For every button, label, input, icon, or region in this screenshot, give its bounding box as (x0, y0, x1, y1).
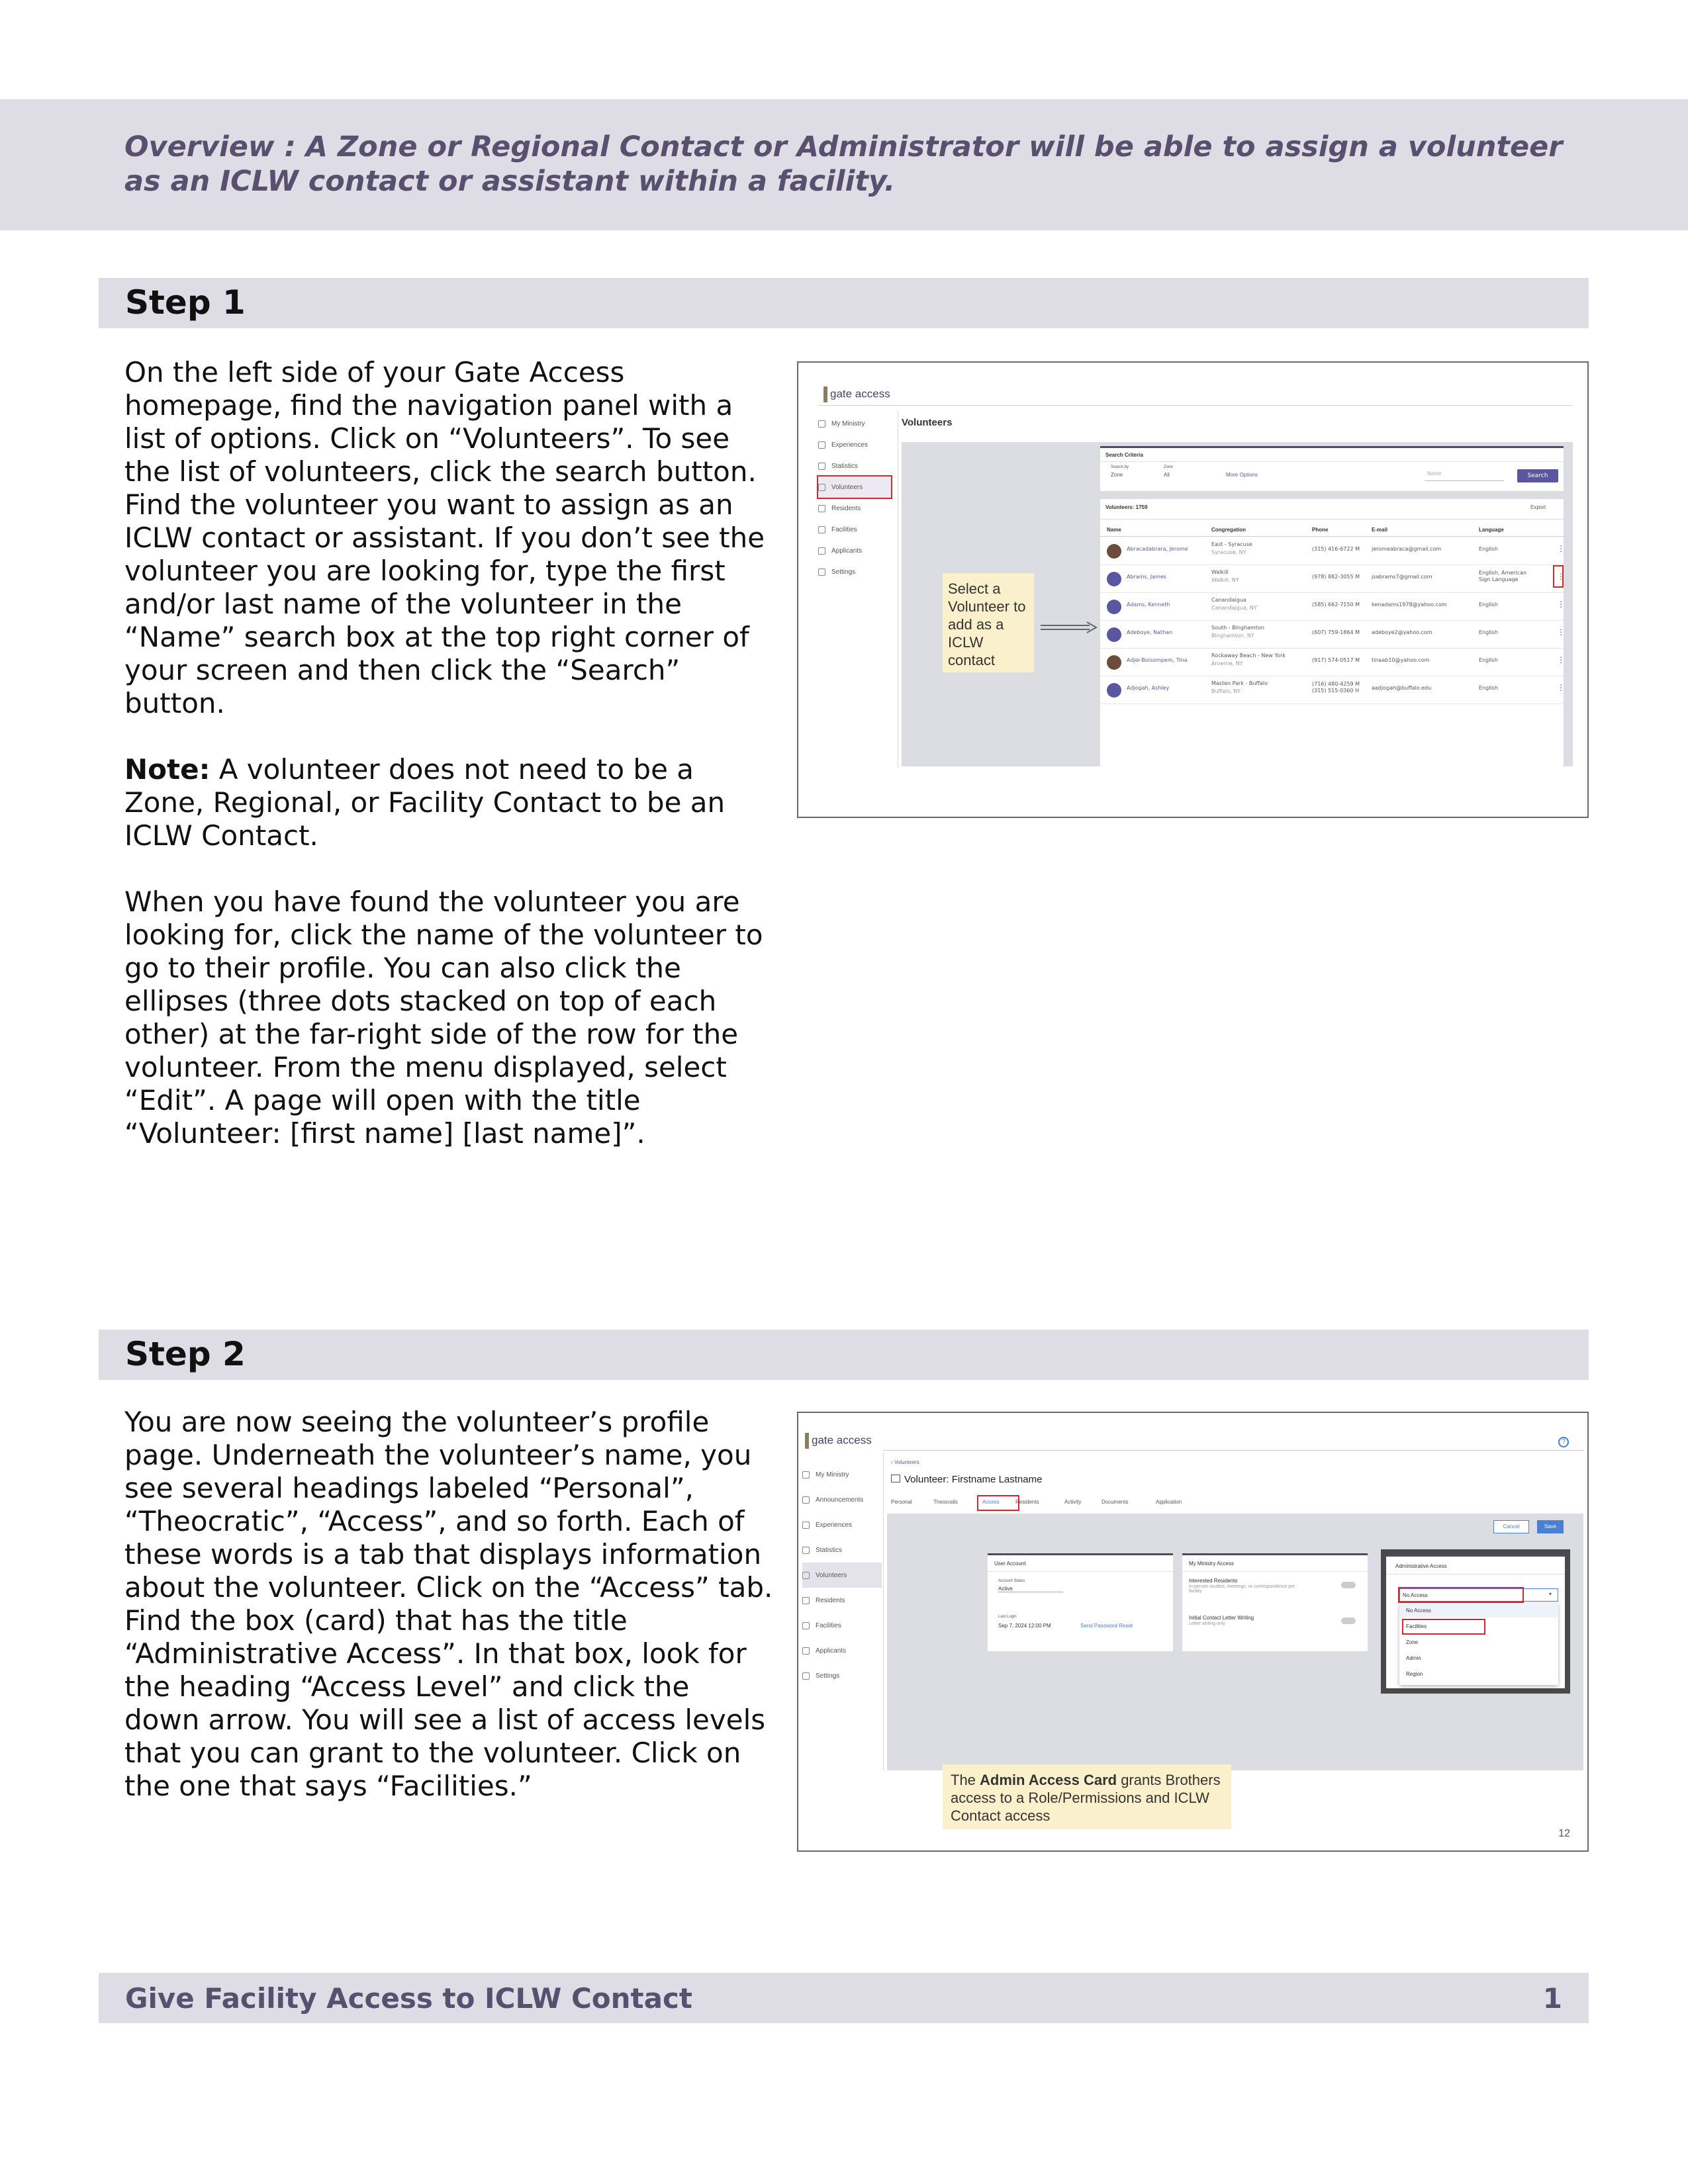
home-icon (818, 420, 825, 428)
table-row[interactable]: Adeboye, Nathan South - Binghamton Binghamton, NY (607) 759-1864 M adeboye2@yahoo.com English ⋮ (1100, 621, 1564, 649)
step1-note (124, 753, 773, 852)
screenshot-page-number: 12 (1558, 1828, 1570, 1839)
footer-title: Give Facility Access to ICLW Contact (125, 1982, 692, 2015)
row-menu-icon: ⋮ (1557, 600, 1565, 609)
avatar (1107, 544, 1121, 559)
dropdown-highlight (1398, 1587, 1524, 1603)
step1-title: Step 1 (125, 283, 246, 322)
interested-residents-desc: In-person studies, meetings, or correspondence per facility (1189, 1584, 1295, 1594)
tab-documents[interactable]: Documents (1102, 1499, 1129, 1505)
col-email: E-mail (1372, 527, 1388, 533)
nav-experiences[interactable]: Experiences (818, 434, 891, 455)
chart-icon (802, 1547, 810, 1554)
overview-body: A Zone or Regional Contact or Administrator will be able to assign a volunteer as an ICLW contact or assistant within a facility. (124, 130, 1563, 198)
table-row[interactable]: Abracadabrara, Jerome East - Syracuse Syracuse, NY (315) 416-6722 M jeromeabraca@gmail.com English ⋮ (1100, 537, 1564, 565)
user-account-title: User Account (994, 1561, 1026, 1567)
initial-letter-label: Initial Contact Letter Writing (1189, 1615, 1254, 1621)
option-region[interactable]: Region (1406, 1671, 1423, 1677)
volunteers-screenshot (797, 361, 1589, 818)
profile-tabs (891, 1499, 1288, 1510)
page-number: 1 (1542, 1982, 1562, 2015)
tab-application[interactable]: Application (1156, 1499, 1182, 1505)
megaphone-icon (802, 1496, 810, 1504)
step1-note-text: A volunteer does not need to be a Zone, Regional, or Facility Contact to be an ICLW Contact. (124, 753, 726, 852)
gear-icon (802, 1672, 810, 1680)
building-icon (818, 526, 825, 533)
footer (99, 1973, 1589, 2023)
nav-settings[interactable]: Settings (818, 561, 891, 582)
col-phone: Phone (1312, 527, 1329, 533)
volunteer-profile-screenshot (797, 1412, 1589, 1852)
nav-my-ministry[interactable]: My Ministry (818, 413, 891, 434)
option-facilities[interactable]: Facilities (1406, 1623, 1427, 1629)
step2-header (99, 1330, 1589, 1380)
avatar (1107, 600, 1121, 614)
nav-panel (818, 413, 891, 582)
nav-applicants[interactable]: Applicants (818, 540, 891, 561)
tab-residents[interactable]: Residents (1015, 1499, 1039, 1505)
volunteer-count: Volunteers: 1759 (1105, 504, 1148, 510)
facilities-highlight (1402, 1619, 1485, 1635)
arrow-right-icon (1039, 621, 1099, 634)
step1-header (99, 278, 1589, 328)
col-language: Language (1479, 527, 1504, 533)
step1-note-label: Note: (124, 753, 211, 786)
nav-my-ministry[interactable]: My Ministry (802, 1462, 882, 1487)
avatar (1107, 655, 1121, 670)
overview-text (124, 130, 1581, 199)
name-search-input[interactable]: Name (1425, 471, 1504, 481)
account-status-label: Account Status (998, 1579, 1025, 1583)
option-admin[interactable]: Admin (1406, 1655, 1421, 1661)
applicants-icon (818, 547, 825, 555)
admin-access-callout: The Admin Access Card grants Brothers access to a Role/Permissions and ICLW Contact access (943, 1764, 1231, 1829)
step1-paragraph3: When you have found the volunteer you are looking for, click the name of the volunteer to go to their profile. You can also click the ellipses (three dots stacked on top of each other) at the far-right side of the row for the volunteer. From the menu displayed, select “Edit”. A page will open with the title “Volunteer: [first name] [last name]”. (124, 886, 763, 1150)
initial-letter-toggle[interactable] (1341, 1617, 1356, 1624)
search-button[interactable]: Search (1517, 469, 1558, 482)
search-criteria-title: Search Criteria (1105, 452, 1143, 458)
interested-residents-label: Interested Residents (1189, 1578, 1238, 1584)
home-icon (802, 1471, 810, 1479)
user-account-card (988, 1553, 1173, 1651)
last-login-value: Sep 7, 2024 12:00 PM (998, 1623, 1051, 1629)
option-zone[interactable]: Zone (1406, 1639, 1419, 1645)
save-button[interactable]: Save (1537, 1520, 1564, 1533)
nav-applicants[interactable]: Applicants (802, 1638, 882, 1663)
step2-paragraph: You are now seeing the volunteer’s profile page. Underneath the volunteer’s name, you see several headings labeled “Personal”, “Theocratic”, “Access”, and so forth. Each of these words is a tab that displays information about the volunteer. Click on the “Access” tab. Find the box (card) that has the title “Administrative Access”. In that box, look for the heading “Access Level” and click the down arrow. You will see a list of access levels that you can grant to the volunteer. Click on the one that says “Facilities.” (124, 1406, 773, 1802)
last-login-label: Last Login (998, 1615, 1017, 1619)
avatar (1107, 572, 1121, 586)
help-icon[interactable]: ? (1558, 1437, 1569, 1447)
nav-volunteers[interactable]: Volunteers (818, 477, 891, 498)
tab-activity[interactable]: Activity (1064, 1499, 1082, 1505)
tab-access[interactable]: Access (982, 1499, 1000, 1505)
ellipsis-highlight (1553, 565, 1564, 588)
more-options-link[interactable]: More Options (1226, 472, 1258, 478)
gate-access-logo: gate access (805, 1433, 872, 1449)
col-congregation: Congregation (1211, 527, 1246, 533)
nav-panel (802, 1462, 882, 1688)
table-row[interactable]: Adjogah, Ashley Masten Park - Buffalo Buffalo, NY (716) 480-4259 M (315) 515-0360 H aadjogah@buffalo.edu English ⋮ (1100, 676, 1564, 704)
volunteers-icon (802, 1572, 810, 1579)
nav-settings[interactable]: Settings (802, 1663, 882, 1688)
experiences-icon (802, 1522, 810, 1529)
nav-residents[interactable]: Residents (802, 1588, 882, 1613)
option-no-access[interactable]: No Access (1399, 1603, 1558, 1617)
table-row[interactable]: Adjei-Boisompem, Tina Rockaway Beach - New York Arverne, NY (917) 574-0517 M tinaab10@yahoo.com English ⋮ (1100, 649, 1564, 676)
gate-access-logo: gate access (823, 387, 890, 402)
search-criteria-card (1100, 446, 1564, 491)
profile-title: Volunteer: Firstname Lastname (891, 1474, 1042, 1485)
volunteers-icon (818, 484, 825, 491)
search-by-select[interactable]: Zone (1111, 472, 1123, 478)
col-name[interactable]: Name (1107, 527, 1121, 533)
page-title: Volunteers (902, 417, 953, 428)
nav-volunteers[interactable]: Volunteers (802, 1563, 882, 1588)
row-menu-icon: ⋮ (1557, 683, 1565, 692)
admin-access-title: Administrative Access (1395, 1563, 1447, 1569)
row-menu-icon: ⋮ (1557, 544, 1565, 553)
ministry-access-title: My Ministry Access (1189, 1561, 1235, 1567)
avatar (1107, 683, 1121, 698)
applicants-icon (802, 1647, 810, 1655)
experiences-icon (818, 441, 825, 449)
row-menu-icon: ⋮ (1557, 655, 1565, 664)
tab-theocratic[interactable]: Theocratic (933, 1499, 959, 1505)
residents-icon (802, 1597, 810, 1604)
nav-facilities[interactable]: Facilities (818, 519, 891, 540)
send-password-reset-link[interactable]: Send Password Reset (1080, 1623, 1133, 1629)
id-card-icon (891, 1475, 900, 1482)
avatar (1107, 627, 1121, 642)
overview-label: Overview : (124, 130, 296, 163)
initial-letter-desc: Letter writing only (1189, 1621, 1225, 1626)
search-by-label: Search by (1111, 465, 1129, 469)
access-level-options (1399, 1603, 1558, 1685)
row-menu-icon: ⋮ (1557, 627, 1565, 637)
gear-icon (818, 569, 825, 576)
nav-facilities[interactable]: Facilities (802, 1613, 882, 1638)
volunteers-table (1100, 499, 1564, 766)
zone-label: Zone (1164, 465, 1173, 469)
building-icon (802, 1622, 810, 1629)
nav-residents[interactable]: Residents (818, 498, 891, 519)
access-level-select[interactable]: No Access (1399, 1588, 1558, 1602)
step2-title: Step 2 (125, 1335, 246, 1373)
cancel-button[interactable]: Cancel (1493, 1520, 1529, 1533)
chart-icon (818, 463, 825, 470)
administrative-access-card (1386, 1555, 1565, 1688)
residents-icon (818, 505, 825, 512)
select-volunteer-callout: Select a Volunteer to add as a ICLW contact (943, 573, 1034, 672)
interested-residents-toggle[interactable] (1341, 1582, 1356, 1588)
table-row[interactable]: Abrams, James Walkill Walkill, NY (978) 882-3055 M jsabrams7@gmail.com English, American Sign Language ⋮ (1100, 565, 1564, 593)
nav-experiences[interactable]: Experiences (802, 1512, 882, 1537)
step2-body (124, 1406, 773, 1836)
step1-body (124, 356, 773, 1183)
row-menu-icon: ⋮ (1557, 572, 1565, 581)
chevron-down-icon[interactable]: ▾ (1549, 1591, 1552, 1597)
account-status-select[interactable]: Active (998, 1586, 1063, 1592)
access-tab-highlight (977, 1495, 1019, 1511)
nav-announcements[interactable]: Announcements (802, 1487, 882, 1512)
ministry-access-card (1182, 1553, 1368, 1651)
step1-paragraph1: On the left side of your Gate Access homepage, find the navigation panel with a list of options. Click on “Volunteers”. To see the list of volunteers, click the search button. Find the volunteer you want to assign as an ICLW contact or assistant. If you don’t see the volunteer you are looking for, type the first and/or last name of the volunteer in the “Name” search box at the top right corner of your screen and then click the “Search” button. (124, 356, 765, 719)
zone-select[interactable]: All (1164, 472, 1170, 478)
table-row[interactable]: Adams, Kenneth Canandaigua Canandaigua, NY (585) 662-7150 M kenadams1978@yahoo.com English ⋮ (1100, 593, 1564, 621)
tab-personal[interactable]: Personal (891, 1499, 912, 1505)
nav-statistics[interactable]: Statistics (802, 1537, 882, 1563)
export-button[interactable]: Export (1530, 504, 1546, 510)
nav-statistics[interactable]: Statistics (818, 455, 891, 477)
breadcrumb[interactable]: ‹ Volunteers (891, 1459, 919, 1465)
